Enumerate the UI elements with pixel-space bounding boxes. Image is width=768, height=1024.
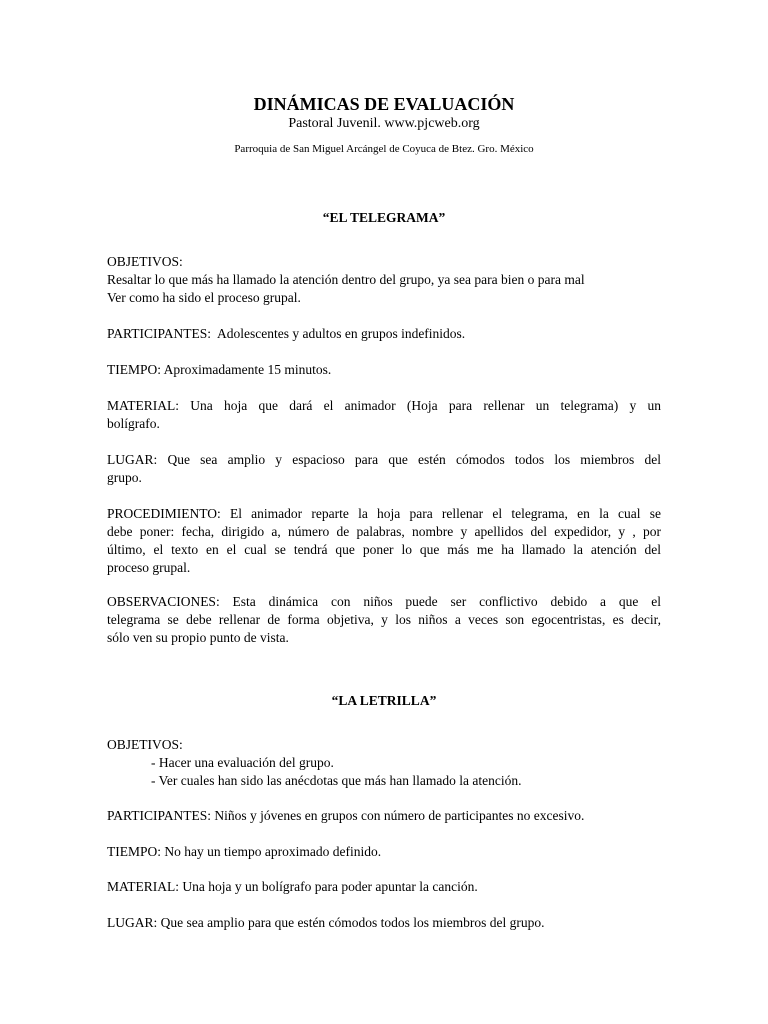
telegrama-objetivos [107, 253, 661, 307]
procedimiento-line: último, el texto en el cual se tendrá que poner lo que más me ha llamado la atención del [107, 542, 661, 557]
material-line: MATERIAL: Una hoja que dará el animador (Hoja para rellenar un telegrama) y un [107, 398, 661, 413]
tiempo-text: TIEMPO: No hay un tiempo aproximado definido. [107, 844, 382, 859]
tiempo-text: TIEMPO: Aproximadamente 15 minutos. [107, 362, 332, 377]
procedimiento-line: proceso grupal. [107, 560, 191, 575]
telegrama-procedimiento [107, 505, 661, 577]
lugar-text: LUGAR: Que sea amplio para que estén cómodos todos los miembros del grupo. [107, 915, 545, 930]
telegrama-material [107, 397, 661, 433]
objetivos-item: - Ver cuales han sido las anécdotas que más han llamado la atención. [151, 773, 522, 788]
material-text: MATERIAL: Una hoja y un bolígrafo para poder apuntar la canción. [107, 879, 478, 894]
objetivos-item: - Hacer una evaluación del grupo. [151, 755, 334, 770]
telegrama-tiempo [107, 361, 661, 379]
document-subtitle: Pastoral Juvenil. www.pjcweb.org [288, 116, 480, 131]
observaciones-line: telegrama se debe rellenar de forma objetiva, y los niños a veces son egocentristas, es decir, [107, 612, 661, 627]
letrilla-lugar [107, 914, 661, 932]
procedimiento-line: debe poner: fecha, dirigido a, número de palabras, nombre y apellidos del expedidor, y , por [107, 524, 661, 539]
letrilla-material [107, 878, 661, 896]
observaciones-line: sólo ven su propio punto de vista. [107, 630, 289, 645]
document-title: DINÁMICAS DE EVALUACIÓN [253, 94, 515, 114]
objetivos-label: OBJETIVOS: [107, 737, 183, 752]
letrilla-participantes [107, 807, 661, 825]
objetivos-label: OBJETIVOS: [107, 254, 183, 269]
lugar-line: grupo. [107, 470, 142, 485]
lugar-line: LUGAR: Que sea amplio y espacioso para que estén cómodos todos los miembros del [107, 452, 661, 467]
letrilla-tiempo [107, 843, 661, 861]
section-title-telegrama: “EL TELEGRAMA” [322, 210, 446, 225]
objetivos-line: Ver como ha sido el proceso grupal. [107, 290, 301, 305]
objetivos-line: Resaltar lo que más ha llamado la atención dentro del grupo, ya sea para bien o para mal [107, 272, 585, 287]
participantes-text: PARTICIPANTES: Niños y jóvenes en grupos con número de participantes no excesivo. [107, 808, 585, 823]
participantes-text: PARTICIPANTES: Adolescentes y adultos en grupos indefinidos. [107, 326, 466, 341]
procedimiento-line: PROCEDIMIENTO: El animador reparte la hoja para rellenar el telegrama, en la cual se [107, 506, 661, 521]
parish-line: Parroquia de San Miguel Arcángel de Coyuca de Btez. Gro. México [234, 143, 534, 155]
letrilla-objetivos [107, 736, 661, 790]
telegrama-lugar [107, 451, 661, 487]
material-line: bolígrafo. [107, 416, 160, 431]
telegrama-participantes [107, 325, 661, 343]
telegrama-observaciones [107, 593, 661, 647]
observaciones-line: OBSERVACIONES: Esta dinámica con niños puede ser conflictivo debido a que el [107, 594, 661, 609]
section-title-letrilla: “LA LETRILLA” [331, 693, 437, 708]
